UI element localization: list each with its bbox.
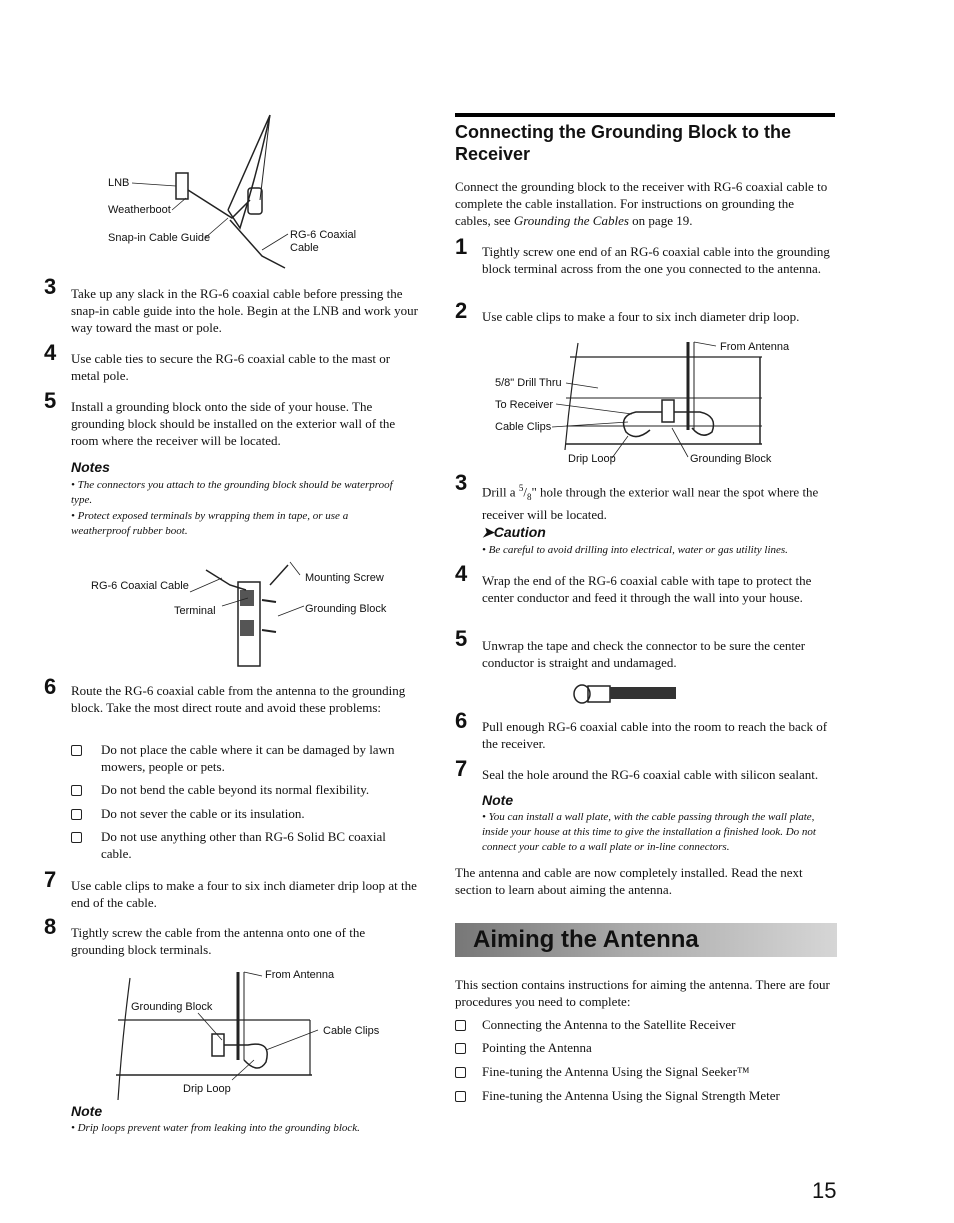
- step-text: Seal the hole around the RG-6 coaxial cable with silicon sealant.: [482, 767, 819, 782]
- label-from-antenna: From Antenna: [265, 969, 335, 981]
- label-rg6-coaxial-cable: RG-6 Coaxial Cable: [91, 580, 189, 592]
- step-text: Route the RG-6 coaxial cable from the antenna to the grounding block. Take the most direct route and avoid these problems:: [71, 683, 406, 715]
- step-text: Use cable clips to make a four to six inch diameter drip loop at the end of the cable.: [71, 878, 417, 910]
- step-number: 1: [455, 234, 468, 259]
- label-to-receiver: To Receiver: [495, 399, 554, 411]
- banner-heading: Aiming the Antenna: [473, 926, 699, 953]
- step-text: Use cable clips to make a four to six inch diameter drip loop.: [482, 309, 800, 324]
- step-text: Take up any slack in the RG-6 coaxial cable before pressing the snap-in cable guide into the hole. Begin at the LNB and work your way toward the mast or pole.: [71, 286, 418, 335]
- checkbox-icon: [455, 1091, 466, 1102]
- intro-paragraph: Connect the grounding block to the receiver with RG-6 coaxial cable to complete the cable installation. For instructions on grounding the cables, see Grounding the Cables on page 19.: [455, 179, 828, 228]
- step-number: 5: [455, 626, 468, 651]
- note-text: Protect exposed terminals by wrapping them in tape, or use a weatherproof rubber boot.: [71, 510, 349, 537]
- note-text: The connectors you attach to the grounding block should be waterproof type.: [71, 479, 393, 506]
- label-cable: Cable: [290, 242, 319, 254]
- step-number: 4: [44, 340, 57, 365]
- label-grounding-block: Grounding Block: [131, 1001, 213, 1013]
- caution-item: • Be careful to avoid drilling into electrical, water or gas utility lines.: [482, 544, 788, 556]
- step-number: 7: [455, 756, 468, 781]
- step-text: Use cable ties to secure the RG-6 coaxial cable to the mast or metal pole.: [71, 351, 391, 383]
- note-item: • Protect exposed terminals by wrapping them in tape, or use a weatherproof rubber boot.: [71, 510, 349, 537]
- section-banner: [455, 923, 837, 957]
- step-number: 8: [44, 914, 57, 939]
- label-drill-thru: 5/8" Drill Thru: [495, 377, 562, 389]
- label-grounding-block: Grounding Block: [690, 453, 772, 465]
- step-number: 6: [455, 708, 468, 733]
- step-number: 7: [44, 867, 57, 892]
- step-number: 4: [455, 561, 468, 586]
- label-drip-loop: Drip Loop: [568, 453, 616, 465]
- label-lnb: LNB: [108, 177, 130, 189]
- step-text: Wrap the end of the RG-6 coaxial cable with tape to protect the center conductor and feed it through the wall into your house.: [482, 573, 812, 605]
- notes-heading: Notes: [71, 459, 110, 475]
- step-number: 3: [44, 274, 57, 299]
- note-heading: Note: [482, 792, 514, 808]
- section-heading: Connecting the Grounding Block to the Receiver: [455, 122, 791, 164]
- checkbox-icon: [455, 1067, 466, 1078]
- note-item: • The connectors you attach to the grounding block should be waterproof type.: [71, 479, 393, 506]
- step-number: 3: [455, 470, 468, 495]
- label-terminal: Terminal: [174, 605, 216, 617]
- label-snapin-guide: Snap-in Cable Guide: [108, 232, 211, 244]
- step-number: 2: [455, 298, 468, 323]
- step-text: Pull enough RG-6 coaxial cable into the room to reach the back of the receiver.: [482, 719, 828, 751]
- label-weatherboot: Weatherboot: [108, 204, 171, 216]
- step-text: Drill a $^5/_8$" hole through the exterior wall near the spot where the receiver will be located.: [482, 483, 819, 522]
- label-cable-clips: Cable Clips: [495, 421, 552, 433]
- caution-heading: ➤Caution: [482, 524, 546, 540]
- step-text: Tightly screw one end of an RG-6 coaxial cable into the grounding block terminal across from the one you connected to the antenna.: [482, 244, 830, 276]
- checkbox-icon: [455, 1020, 466, 1031]
- label-drip-loop: Drip Loop: [183, 1083, 231, 1095]
- checkbox-icon: [455, 1043, 466, 1054]
- step-text: Tightly screw the cable from the antenna onto one of the grounding block terminals.: [71, 925, 366, 957]
- step-number: 6: [44, 674, 57, 699]
- step-text: Unwrap the tape and check the connector to be sure the center conductor is straight and undamaged.: [482, 638, 806, 670]
- caution-text: Be careful to avoid drilling into electrical, water or gas utility lines.: [488, 544, 788, 556]
- label-mounting-screw: Mounting Screw: [305, 572, 384, 584]
- note-item: • Drip loops prevent water from leaking into the grounding block.: [71, 1122, 360, 1134]
- note-heading: Note: [71, 1103, 103, 1119]
- step-number: 5: [44, 388, 57, 413]
- label-grounding-block: Grounding Block: [305, 603, 387, 615]
- label-rg6-coaxial: RG-6 Coaxial: [290, 229, 357, 241]
- closing-paragraph: The antenna and cable are now completely installed. Read the next section to learn about aiming the antenna.: [455, 865, 803, 897]
- note-item: • You can install a wall plate, with the cable passing through the wall plate, inside your house at this time to give the installation a finished look. Do not connect your cable to a wall plate or in-line connectors.: [482, 811, 816, 853]
- note-text: You can install a wall plate, with the cable passing through the wall plate, inside your house at this time to give the installation a finished look. Do not connect your cable to a wall plate or in-line connectors.: [482, 811, 816, 853]
- label-from-antenna: From Antenna: [720, 341, 790, 353]
- page-number: 15: [812, 1178, 837, 1203]
- step-text: Install a grounding block onto the side of your house. The grounding block should be installed on the exterior wall of the room where the receiver will be located.: [71, 399, 396, 448]
- caution-arrow-icon: ➤: [482, 524, 494, 540]
- label-cable-clips: Cable Clips: [323, 1025, 380, 1037]
- note-text: Drip loops prevent water from leaking into the grounding block.: [77, 1122, 360, 1134]
- aim-intro: This section contains instructions for aiming the antenna. There are four procedures you need to complete:: [455, 977, 830, 1009]
- cross-reference: Grounding the Cables: [513, 213, 629, 228]
